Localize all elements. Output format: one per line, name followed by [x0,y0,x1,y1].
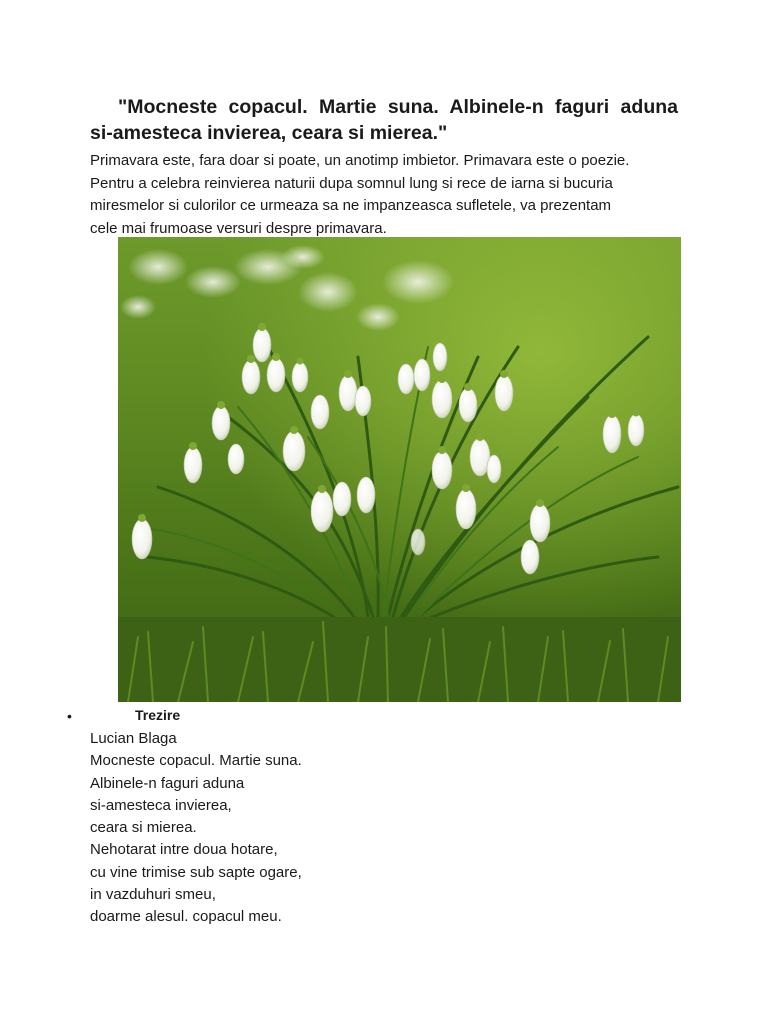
poem-line: si-amesteca invierea, [90,796,232,814]
poem-line: doarme alesul. copacul meu. [90,908,282,926]
intro-line: Pentru a celebra reinvierea naturii dupa somnul lung si rece de iarna si bucuria [90,174,613,192]
intro-line: cele mai frumoase versuri despre primavara. [90,219,387,237]
intro-line: miresmelor si culorilor ce urmeaza sa ne impanzeasca sufletele, va prezentam [90,197,612,214]
poem-line: cu vine trimise sub sapte ogare, [90,863,302,881]
poem-body [90,728,302,929]
poem-line: Albinele-n faguri aduna [90,774,245,792]
poem-author: Lucian Blaga [90,730,177,747]
poem-line: Mocneste copacul. Martie suna. [90,752,302,770]
intro-paragraph [90,150,680,240]
poem-title: Trezire [135,707,181,723]
poem-line: in vazduhuri smeu, [90,886,216,904]
quote-line-2: si-amesteca invierea, ceara si mierea." [90,122,448,144]
opening-quote [90,94,678,146]
quote-line-1: "Mocneste copacul. Martie suna. Albinele-n faguri aduna [118,96,678,118]
intro-line: Primavara este, fara doar si poate, un anotimp imbietor. Primavara este o poezie. [90,152,630,169]
list-bullet: • [67,708,72,724]
poem-line: ceara si mierea. [90,819,197,837]
snowdrop-photo [118,237,681,702]
poem-line: Nehotarat intre doua hotare, [90,841,278,859]
